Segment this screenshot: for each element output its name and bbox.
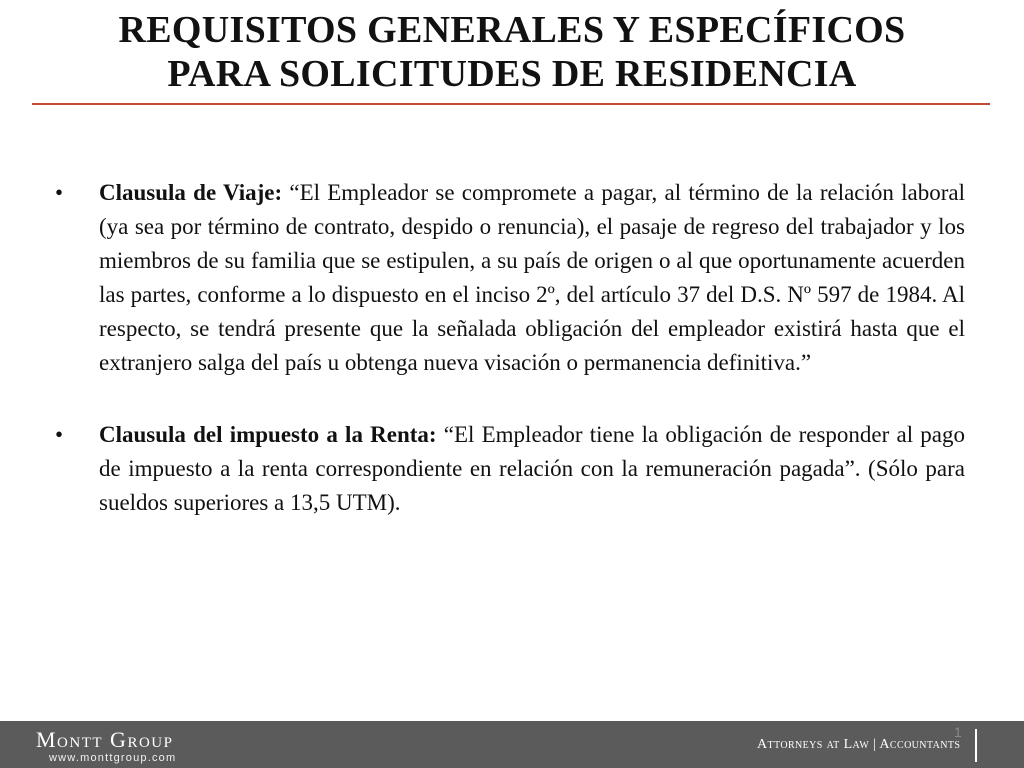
slide-title-line-1: REQUISITOS GENERALES Y ESPECÍFICOS [118,9,906,51]
bullet-icon: • [55,180,64,205]
slide-content [55,176,965,520]
company-logo-text: Montt Group [36,727,174,752]
slide-title [0,8,1024,96]
slide-number: 1 [954,724,962,740]
footer-divider [975,729,977,762]
company-services: Attorneys at Law | Accountants [757,737,961,752]
travel-clause-label: Clausula de Viaje: [99,180,283,205]
title-divider [32,103,990,105]
income-tax-clause-label: Clausula del impuesto a la Renta: [99,422,437,447]
income-tax-clause-text: “El Empleador tiene la obligación de responder al pago de impuesto a la renta correspondiente en relación con la remuneración pagada”. (Sólo para sueldos superiores a 13,5 UTM). [99,422,965,515]
bullet-icon: • [55,422,64,447]
income-tax-clause-item [55,418,965,520]
travel-clause-item [55,176,965,380]
travel-clause-text: “El Empleador se compromete a pagar, al término de la relación laboral (ya sea por término de contrato, despido o renuncia), el pasaje de regreso del trabajador y los miembros de su familia que se estipulen, a su país de origen o al que oportunamente acuerden las partes, conforme a lo dispuesto en el inciso 2º, del artículo 37 del D.S. Nº 597 de 1984. Al respecto, se tendrá presente que la señalada obligación del empleador existirá hasta que el extranjero salga del país u obtenga nueva visación o permanencia definitiva.” [99,180,965,375]
footer-bar [0,721,1024,768]
company-website: www.monttgroup.com [49,752,177,764]
slide-title-line-2: PARA SOLICITUDES DE RESIDENCIA [167,53,857,95]
